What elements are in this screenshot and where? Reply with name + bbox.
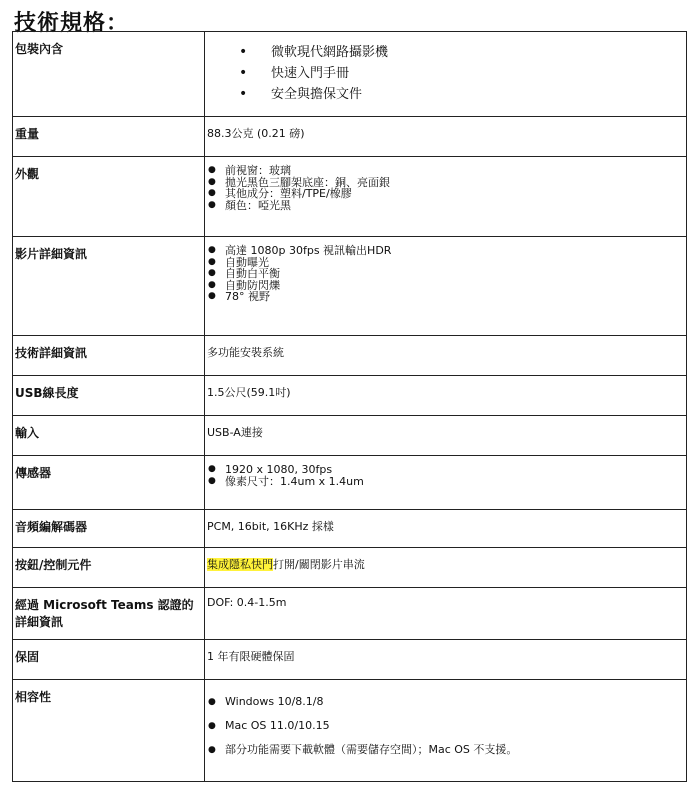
row-value: 1 年有限硬體保固 bbox=[205, 640, 687, 680]
row-value bbox=[205, 548, 687, 588]
row-label: 重量 bbox=[13, 117, 205, 157]
list-item: ● 1920 x 1080, 30fps bbox=[207, 464, 686, 476]
row-label: 按鈕/控制元件 bbox=[13, 548, 205, 588]
row-label: 外觀 bbox=[13, 157, 205, 237]
row-value bbox=[205, 237, 687, 336]
row-value bbox=[205, 456, 687, 510]
table-row bbox=[13, 588, 687, 640]
row-label: USB線長度 bbox=[13, 376, 205, 416]
table-row bbox=[13, 640, 687, 680]
list-item: • 微軟現代網路攝影機 bbox=[239, 42, 686, 63]
video-list bbox=[207, 245, 686, 303]
row-value: 多功能安裝系統 bbox=[205, 336, 687, 376]
list-item: ● Windows 10/8.1/8 bbox=[207, 690, 686, 714]
list-item: ● 顏色：啞光黑 bbox=[207, 200, 686, 212]
highlighted-text: 集成隱私快門 bbox=[207, 558, 273, 571]
sensor-list bbox=[207, 464, 686, 487]
compat-list bbox=[207, 690, 686, 762]
table-row bbox=[13, 680, 687, 782]
row-label: 傳感器 bbox=[13, 456, 205, 510]
row-label: 包裝內含 bbox=[13, 32, 205, 117]
page-title: 技術規格： bbox=[14, 11, 130, 36]
list-item: ● 自動白平衡 bbox=[207, 268, 686, 280]
package-list bbox=[207, 42, 686, 105]
row-label: 經過 Microsoft Teams 認證的詳細資訊 bbox=[13, 588, 205, 640]
row-label: 影片詳細資訊 bbox=[13, 237, 205, 336]
list-item: ● 像素尺寸：1.4um x 1.4um bbox=[207, 476, 686, 488]
row-label: 相容性 bbox=[13, 680, 205, 782]
row-value: 1.5公尺(59.1吋) bbox=[205, 376, 687, 416]
row-value: 88.3公克 (0.21 磅) bbox=[205, 117, 687, 157]
table-row bbox=[13, 157, 687, 237]
row-value: USB-A連接 bbox=[205, 416, 687, 456]
table-row bbox=[13, 117, 687, 157]
specs-table bbox=[12, 31, 687, 782]
list-item: • 快速入門手冊 bbox=[239, 63, 686, 84]
row-value: PCM, 16bit, 16KHz 採樣 bbox=[205, 510, 687, 548]
table-row bbox=[13, 32, 687, 117]
controls-text: 打開/關閉影片串流 bbox=[273, 558, 365, 571]
table-row bbox=[13, 548, 687, 588]
table-row bbox=[13, 456, 687, 510]
row-label: 保固 bbox=[13, 640, 205, 680]
table-row bbox=[13, 237, 687, 336]
list-item: ● 高達 1080p 30fps 視訊輸出HDR bbox=[207, 245, 686, 257]
appearance-list bbox=[207, 165, 686, 211]
row-value: DOF: 0.4-1.5m bbox=[205, 588, 687, 640]
list-item: ● 自動防閃爍 bbox=[207, 280, 686, 292]
list-item: ● Mac OS 11.0/10.15 bbox=[207, 714, 686, 738]
list-item: • 安全與擔保文件 bbox=[239, 84, 686, 105]
table-row bbox=[13, 376, 687, 416]
row-value bbox=[205, 32, 687, 117]
list-item: ● 78° 視野 bbox=[207, 291, 686, 303]
row-value bbox=[205, 157, 687, 237]
table-row bbox=[13, 336, 687, 376]
table-row bbox=[13, 510, 687, 548]
list-item: ● 拋光黑色三腳架底座：銅、亮面銀 bbox=[207, 177, 686, 189]
list-item: ● 其他成分：塑料/TPE/橡膠 bbox=[207, 188, 686, 200]
list-item: ● 自動曝光 bbox=[207, 257, 686, 269]
row-label: 輸入 bbox=[13, 416, 205, 456]
table-row bbox=[13, 416, 687, 456]
row-label: 音頻編解碼器 bbox=[13, 510, 205, 548]
row-label: 技術詳細資訊 bbox=[13, 336, 205, 376]
row-value bbox=[205, 680, 687, 782]
list-item: ● 前視窗：玻璃 bbox=[207, 165, 686, 177]
list-item: ● 部分功能需要下載軟體（需要儲存空間）；Mac OS 不支援。 bbox=[207, 738, 686, 762]
